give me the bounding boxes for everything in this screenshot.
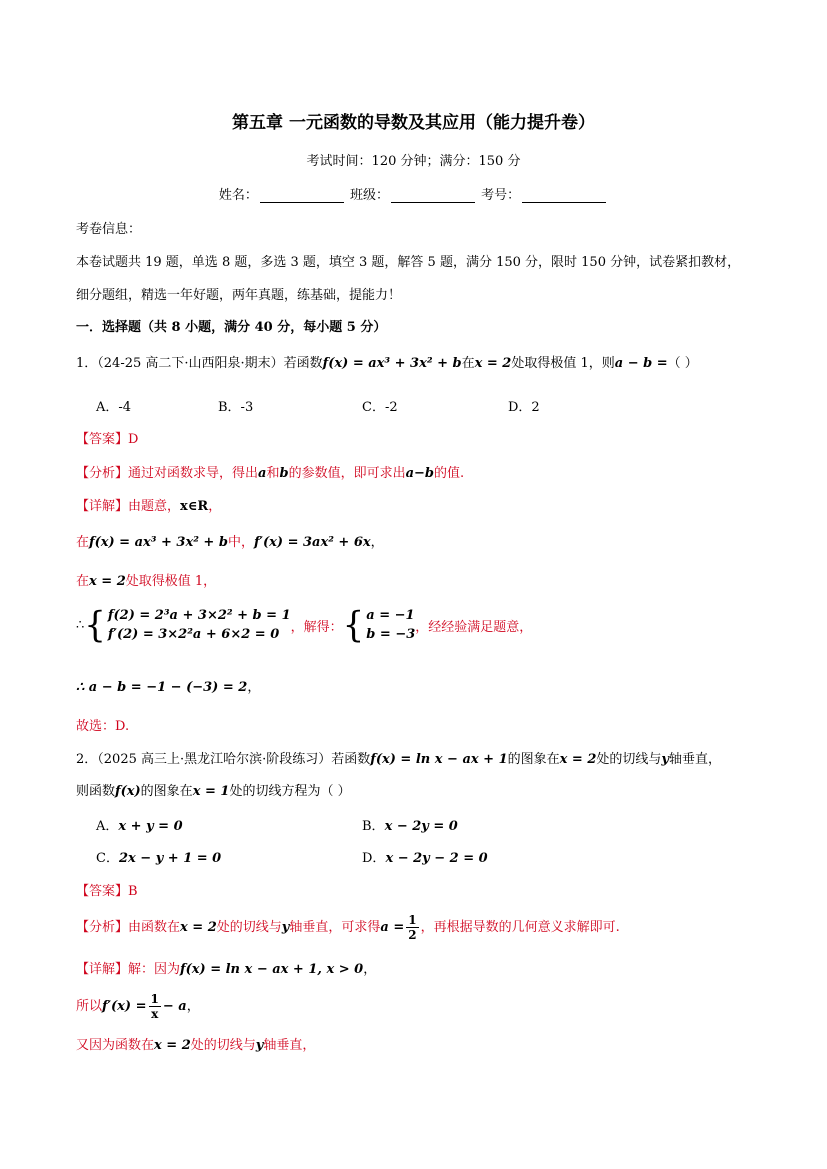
q2-step2-x: x = 2 (154, 1038, 191, 1053)
q2-option-b-label: B． (362, 819, 385, 834)
q1-answer (76, 428, 138, 447)
detail-tag: 【详解】 (76, 499, 129, 514)
q2-option-d[interactable] (362, 847, 488, 866)
q1-detail (76, 495, 221, 514)
q2-analysis-x: x = 2 (180, 920, 217, 935)
q2-prefix: 2．（2025 高三上·黑龙江哈尔滨·阶段练习）若函数 (76, 752, 371, 767)
q2-option-b[interactable] (362, 815, 458, 834)
q1-option-d[interactable]: D．2 (508, 400, 540, 415)
q2-option-d-math: x − 2y − 2 = 0 (385, 851, 488, 866)
answer-tag: 【答案】 (76, 432, 129, 447)
q1-step1-func: f(x) = ax³ + 3x² + b (89, 535, 228, 550)
q1-step-2 (76, 570, 216, 589)
q2-line2-x: x = 1 (192, 784, 230, 799)
q2-line2-func: f(x) (115, 784, 141, 799)
q1-equation-2: f′(2) = 3×2²a + 6×2 = 0 (107, 627, 280, 642)
q1-detail-b: ， (208, 499, 222, 514)
id-label: 考号： (481, 188, 521, 203)
q2-analysis-fraction (406, 913, 418, 942)
q1-step1-derivative: f′(x) = 3ax² + 6x (253, 535, 371, 550)
q2-step1-b: ， (186, 999, 200, 1014)
fraction-denominator: x (151, 1007, 159, 1021)
q1-paren: （ ） (667, 356, 698, 371)
q1-mid: 在 (461, 356, 475, 371)
q2-option-b-math: x − 2y = 0 (384, 819, 458, 834)
question-1 (76, 352, 698, 371)
q1-analysis-var2: b (279, 466, 289, 481)
q1-analysis-expr: a−b (405, 466, 434, 481)
q2-option-c-math: 2x − y + 1 = 0 (118, 851, 222, 866)
q1-step1-c: ， (370, 535, 384, 550)
q1-result-expr: ∴ a − b = −1 − (−3) = 2 (76, 680, 248, 695)
question-2-line-2 (76, 780, 351, 799)
q1-function: f(x) = ax³ + 3x² + b (322, 356, 462, 371)
q2-yvar: y (661, 752, 669, 767)
q1-system (76, 606, 532, 644)
q1-choose: 故选：D. (76, 719, 130, 734)
q1-solve-label: ，解得： (290, 619, 343, 635)
q2-step2-b: 处的切线与 (190, 1038, 256, 1053)
q1-analysis (76, 462, 464, 481)
q1-step2-a: 在 (76, 574, 90, 589)
q2-step1-tail: − a (162, 999, 187, 1014)
section-heading: 一．选择题（共 8 小题，满分 40 分，每小题 5 分） (76, 320, 387, 335)
q2-detail (76, 958, 376, 977)
q1-solution-system (366, 606, 415, 644)
student-info-row (0, 184, 827, 203)
q1-solution-1: a = −1 (366, 608, 415, 623)
brace-icon: { (84, 604, 106, 646)
q2-line2-a: 则函数 (76, 784, 116, 799)
q2-line2-c: 处的切线方程为（ ） (229, 784, 351, 799)
fraction-numerator: 1 (150, 992, 159, 1006)
q2-step-1 (76, 992, 200, 1021)
q1-solution-2: b = −3 (366, 627, 416, 642)
q2-option-a-label: A． (96, 819, 119, 834)
answer-tag: 【答案】 (76, 884, 129, 899)
brace-icon: { (342, 604, 365, 646)
q1-step-1 (76, 531, 384, 550)
q2-analysis-c: 轴垂直，可求得 (289, 920, 381, 935)
q2-analysis-a-eq: a = (380, 920, 405, 935)
therefore-symbol: ∴ (76, 617, 85, 633)
q1-analysis-c: 的参数值，即可求出 (288, 466, 406, 481)
id-field[interactable] (522, 189, 606, 203)
q1-result-end: ， (247, 680, 261, 695)
q1-analysis-a: 通过对函数求导，得出 (128, 466, 259, 481)
answer-value: D (128, 432, 139, 447)
q2-analysis-b: 处的切线与 (216, 920, 282, 935)
q2-step1-fraction (149, 992, 161, 1021)
q2-option-c[interactable] (96, 847, 221, 866)
q1-equation-system (108, 606, 291, 644)
analysis-tag: 【分析】 (76, 920, 129, 935)
q2-step2-y: y (255, 1038, 264, 1053)
fraction-numerator: 1 (408, 913, 417, 927)
q2-line2-b: 的图象在 (140, 784, 193, 799)
q2-option-a[interactable] (96, 815, 183, 834)
q1-analysis-b: 和 (266, 466, 280, 481)
q1-analysis-var1: a (258, 466, 267, 481)
page-title: 第五章 一元函数的导数及其应用（能力提升卷） (232, 113, 595, 133)
info-heading: 考卷信息： (76, 222, 142, 237)
q2-step1-a: 所以 (76, 999, 103, 1014)
analysis-tag: 【分析】 (76, 466, 129, 481)
q2-analysis-d: ，再根据导数的几何意义求解即可. (420, 920, 620, 935)
q2-step1-func: f′(x) = (102, 999, 147, 1014)
q1-step1-b: 中， (227, 535, 254, 550)
name-field[interactable] (260, 189, 344, 203)
class-label: 班级： (349, 188, 389, 203)
q2-option-d-label: D． (362, 851, 386, 866)
q2-detail-b: ， (363, 962, 377, 977)
q2-analysis-y: y (281, 920, 290, 935)
q1-step2-x: x = 2 (89, 574, 126, 589)
q1-option-b[interactable]: B．-3 (218, 400, 254, 415)
q2-function: f(x) = ln x − ax + 1 (370, 752, 508, 767)
q1-ask: a − b = (614, 356, 668, 371)
q2-step2-a: 又因为函数在 (76, 1038, 155, 1053)
question-2 (76, 748, 721, 767)
exam-time: 考试时间：120 分钟；满分：150 分 (306, 154, 521, 169)
q2-answer (76, 880, 138, 899)
info-line-1: 本卷试题共 19 题，单选 8 题，多选 3 题，填空 3 题，解答 5 题，满分 150 分，限时 150 分钟，试卷紧扣教材， (76, 255, 741, 270)
q2-analysis (76, 913, 620, 942)
q2-suffix: 轴垂直， (668, 752, 721, 767)
q2-mid2: 处的切线与 (596, 752, 662, 767)
q2-analysis-a: 由函数在 (128, 920, 181, 935)
class-field[interactable] (391, 189, 475, 203)
q1-prefix: 1．（24-25 高二下·山西阳泉·期末）若函数 (76, 356, 323, 371)
q2-option-a-math: x + y = 0 (118, 819, 183, 834)
q1-condition: x = 2 (474, 356, 512, 371)
fraction-denominator: 2 (408, 928, 417, 942)
q1-step1-a: 在 (76, 535, 90, 550)
q1-detail-domain: x∈R (180, 499, 209, 514)
q1-detail-a: 由题意， (128, 499, 181, 514)
answer-value: B (128, 884, 138, 899)
q1-suffix: 处取得极值 1，则 (511, 356, 615, 371)
q1-verify: ，经经验满足题意， (415, 619, 533, 635)
q2-condition: x = 2 (559, 752, 597, 767)
q2-detail-func: f(x) = ln x − ax + 1, x > 0 (180, 962, 364, 977)
info-line-2: 细分题组，精选一年好题，两年真题，练基础，提能力！ (76, 288, 402, 303)
q2-step-2 (76, 1034, 315, 1053)
q1-equation-1: f(2) = 2³a + 3×2² + b = 1 (107, 608, 291, 623)
q1-step2-b: 处取得极值 1， (125, 574, 217, 589)
q1-result (76, 676, 260, 695)
q2-detail-a: 解：因为 (128, 962, 181, 977)
name-label: 姓名： (218, 188, 258, 203)
q2-mid: 的图象在 (507, 752, 560, 767)
q1-option-a[interactable]: A．-4 (96, 400, 132, 415)
detail-tag: 【详解】 (76, 962, 129, 977)
q1-analysis-d: 的值. (434, 466, 465, 481)
q1-option-c[interactable]: C．-2 (362, 400, 398, 415)
q2-step2-c: 轴垂直， (263, 1038, 316, 1053)
q2-option-c-label: C． (96, 851, 119, 866)
